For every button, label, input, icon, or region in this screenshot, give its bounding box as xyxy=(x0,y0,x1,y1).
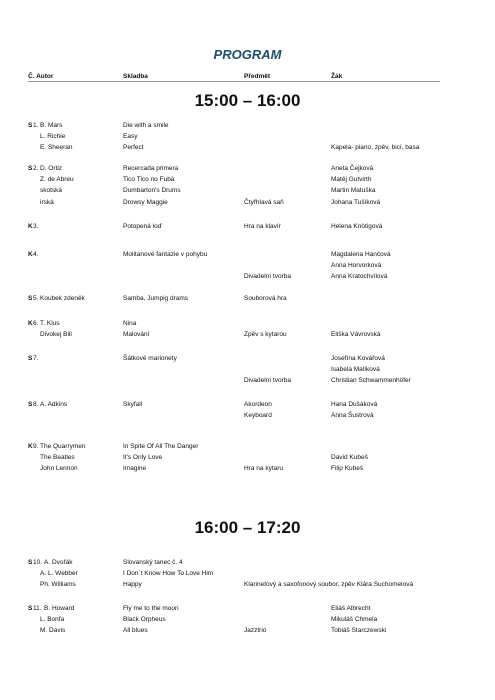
item-type: S xyxy=(28,559,33,566)
skladba-cell: Imagine xyxy=(123,465,147,473)
item-type: S xyxy=(28,295,33,302)
item-number: 10. xyxy=(33,559,43,566)
autor-cell: B. Howard xyxy=(44,605,75,612)
program-row xyxy=(0,272,495,281)
item-type: S xyxy=(28,122,33,129)
skladba-cell: All blues xyxy=(123,627,148,635)
time-heading: 16:00 – 17:20 xyxy=(194,518,301,537)
item-number: 8. xyxy=(33,401,39,408)
zak-cell: Martin Matuška xyxy=(331,187,376,195)
header-skladba: Skladba xyxy=(123,73,148,80)
predmet-cell: Akordeon xyxy=(244,401,272,408)
skladba-cell: Fly me to the moon xyxy=(123,605,179,612)
skladba-cell: Die with a smile xyxy=(123,122,169,129)
predmet-cell: Jazztrio xyxy=(244,627,267,635)
program-row xyxy=(0,615,495,624)
zak-cell: Anna Kratochvílová xyxy=(331,273,388,281)
item-type: S xyxy=(28,165,33,172)
predmet-cell: Hra na kytaru xyxy=(244,465,284,473)
autor-cell: The Beatles xyxy=(40,454,75,462)
program-row xyxy=(0,143,495,152)
skladba-cell: Perfect xyxy=(123,144,144,152)
program-row xyxy=(0,464,495,473)
zak-cell: Helena Knötigová xyxy=(331,223,383,230)
autor-cell: A. Dvořák xyxy=(44,559,73,566)
item-number: 3. xyxy=(33,223,39,230)
autor-cell: L. Richie xyxy=(40,133,66,141)
skladba-cell: I Don´t Know How To Love Him xyxy=(123,570,214,578)
item-type: S xyxy=(28,355,33,362)
program-row xyxy=(0,376,495,385)
autor-cell: Ph. Williams xyxy=(40,581,76,589)
zak-cell: Filip Kubeš xyxy=(331,465,364,473)
autor-cell: Divokej Bill xyxy=(40,331,72,339)
item-number: 7. xyxy=(33,355,39,362)
skladba-cell: Black Orpheus xyxy=(123,616,166,624)
skladba-cell: Happy xyxy=(123,581,142,589)
zak-cell: Magdalena Hančová xyxy=(331,251,391,258)
program-row xyxy=(0,442,495,451)
skladba-cell: Nina xyxy=(123,320,137,327)
item-number: 6. xyxy=(33,320,39,327)
autor-cell: T. Klus xyxy=(40,320,60,327)
zak-cell: Eliška Vávrovská xyxy=(331,331,381,339)
skladba-cell: Slovanský tanec č. 4 xyxy=(123,559,183,566)
item-number: 9. xyxy=(33,443,39,450)
skladba-cell: Easy xyxy=(123,133,138,141)
program-row xyxy=(0,164,495,173)
autor-cell: L. Bonfa xyxy=(40,616,65,624)
skladba-cell: Drowsy Maggie xyxy=(123,198,168,206)
autor-cell: A. Adkins xyxy=(40,401,68,408)
skladba-cell: Šátkové marionety xyxy=(123,355,177,362)
zak-cell: David Kubeš xyxy=(331,454,368,462)
header-zak: Žák xyxy=(331,73,343,80)
program-row xyxy=(0,400,495,409)
zak-cell: Anna Šustrová xyxy=(331,412,374,420)
zak-cell: Mikuláš Chmela xyxy=(331,616,378,624)
skladba-cell: Potopená loď xyxy=(123,223,162,230)
autor-cell: E. Sheeran xyxy=(40,144,73,152)
item-number: 4. xyxy=(33,251,39,258)
program-row xyxy=(0,365,495,374)
program-row xyxy=(0,132,495,141)
predmet-cell: Divadelní tvorba xyxy=(244,273,291,281)
program-row xyxy=(0,186,495,195)
program-row xyxy=(0,222,495,231)
autor-cell: A. L. Webber xyxy=(40,570,78,578)
program-row xyxy=(0,604,495,613)
skladba-cell: Dumbarton's Drums xyxy=(123,187,181,195)
skladba-cell: Molitanové fantazie v pohybu xyxy=(123,251,208,258)
time-heading: 15:00 – 16:00 xyxy=(194,91,301,110)
autor-cell: M. Davis xyxy=(40,627,66,635)
skladba-cell: Skyfall xyxy=(123,401,143,408)
program-row xyxy=(0,354,495,363)
item-number: 2. xyxy=(33,165,39,172)
zak-cell: Hana Dušáková xyxy=(331,401,378,408)
program-row xyxy=(0,294,495,303)
zak-cell: Tobiáš Starczewski xyxy=(331,627,387,635)
zak-cell: Aneta Čejková xyxy=(331,165,374,172)
zak-cell: Eliáš Albrecht xyxy=(331,605,371,612)
autor-cell: John Lennon xyxy=(40,465,78,473)
item-number: 11. xyxy=(33,605,42,612)
autor-cell: skotská xyxy=(40,187,63,195)
header-predmet: Předmět xyxy=(244,73,271,80)
program-row xyxy=(0,330,495,339)
skladba-cell: Samba, Jumpig drams xyxy=(123,295,189,302)
autor-cell: The Quarrymen xyxy=(40,443,86,450)
program-row xyxy=(0,626,495,635)
item-type: S xyxy=(28,401,33,408)
zak-cell: Isabela Malíková xyxy=(331,366,380,374)
item-type: S xyxy=(28,605,33,612)
program-row xyxy=(0,261,495,270)
predmet-cell: Klarinetový a saxofonový soubor, zpěv Klára Suchomelová xyxy=(244,581,414,589)
item-type: K xyxy=(28,320,33,327)
item-type: K xyxy=(28,443,33,450)
autor-cell: B. Mars xyxy=(40,122,63,129)
skladba-cell: Tico Tico no Fubá xyxy=(123,176,175,184)
autor-cell: Koubek zdeněk xyxy=(40,295,85,302)
predmet-cell: Keyboard xyxy=(244,412,272,420)
program-row xyxy=(0,453,495,462)
program-row xyxy=(0,250,495,259)
autor-cell: Z. de Abreu xyxy=(40,176,74,184)
autor-cell: irská xyxy=(40,198,54,206)
zak-cell: Anna Horvorková xyxy=(331,262,382,270)
predmet-cell: Souborová hra xyxy=(244,295,287,302)
predmet-cell: Zpěv s kytarou xyxy=(244,331,287,339)
skladba-cell: Malování xyxy=(123,331,150,339)
program-row xyxy=(0,580,495,589)
zak-cell: Kapela- piano, zpěv, bicí, basa xyxy=(331,144,420,152)
program-row xyxy=(0,319,495,328)
program-row xyxy=(0,558,495,567)
zak-cell: Johana Tušíková xyxy=(331,198,381,206)
item-type: K xyxy=(28,223,33,230)
skladba-cell: It's Only Love xyxy=(123,454,163,462)
skladba-cell: In Spite Of All The Danger xyxy=(123,443,199,450)
zak-cell: Matěj Gutvirth xyxy=(331,176,372,184)
program-row xyxy=(0,411,495,420)
program-row xyxy=(0,175,495,184)
zak-cell: Christian Schwammenhöfer xyxy=(331,377,411,385)
predmet-cell: Divadelní tvorba xyxy=(244,377,291,385)
autor-cell: D. Ortiz xyxy=(40,165,63,172)
item-type: K xyxy=(28,251,33,258)
zak-cell: Josefína Kovářová xyxy=(331,355,385,362)
item-number: 5. xyxy=(33,295,39,302)
item-number: 1. xyxy=(33,122,39,129)
predmet-cell: Čtyřhlavá saň xyxy=(244,198,284,206)
predmet-cell: Hra na klavír xyxy=(244,223,281,230)
header-divider xyxy=(28,81,440,82)
header-autor: Č. Autor xyxy=(28,73,54,80)
page-title: PROGRAM xyxy=(213,47,282,62)
skladba-cell: Recercada primera xyxy=(123,165,179,172)
program-row xyxy=(0,198,495,207)
program-row xyxy=(0,569,495,578)
program-row xyxy=(0,121,495,130)
